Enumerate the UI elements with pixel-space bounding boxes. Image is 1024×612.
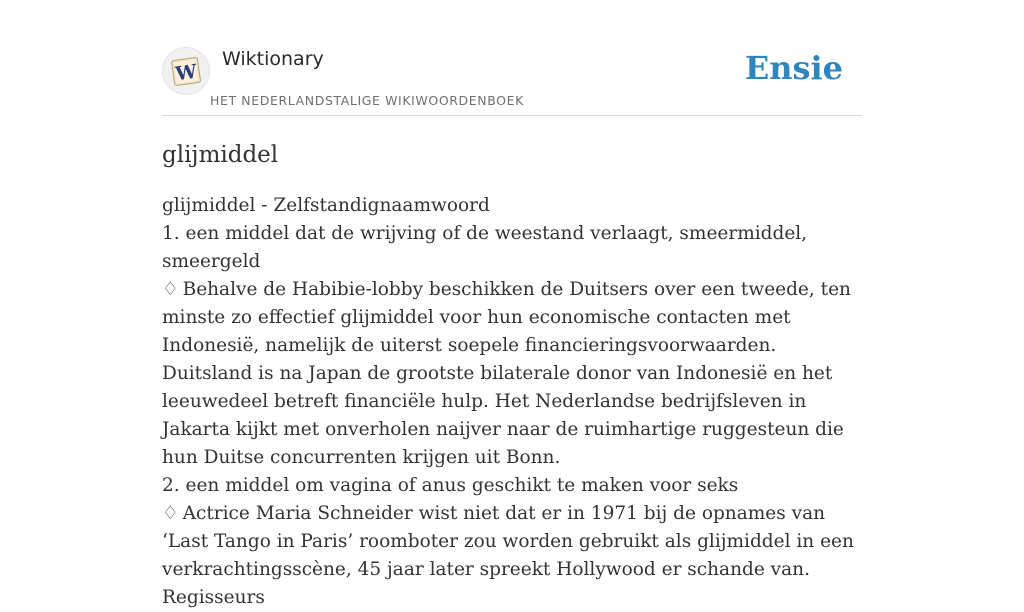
- definition-2: 2. een middel om vagina of anus geschikt te maken voor seks: [162, 475, 739, 496]
- svg-text:W: W: [174, 60, 199, 86]
- site-tagline: HET NEDERLANDSTALIGE WIKIWOORDENBOEK: [210, 93, 524, 108]
- wiktionary-logo-icon[interactable]: [162, 47, 210, 95]
- example-marker-icon: ♢: [162, 503, 179, 524]
- word-type-line: glijmiddel - Zelfstandignaamwoord: [162, 195, 490, 216]
- site-header: [162, 44, 862, 116]
- site-name[interactable]: Wiktionary: [222, 48, 324, 70]
- definition-1: 1. een middel dat de wrijving of de weestand verlaagt, smeermiddel, smeergeld: [162, 223, 808, 272]
- entry-content: [162, 192, 862, 612]
- example-2: [162, 500, 862, 612]
- example-marker-icon: ♢: [162, 279, 179, 300]
- ensie-brand-link[interactable]: Ensie: [744, 49, 843, 87]
- wiktionary-w-icon: [169, 54, 203, 88]
- example-2-text: Actrice Maria Schneider wist niet dat er in 1971 bij de opnames van ‘Last Tango in Paris’ roomboter zou worden gebruikt als glijmiddel in een verkrachtingsscène, 45 jaar later spreekt Hollywood er schande van. Regisseurs: [162, 503, 854, 608]
- page-title: glijmiddel: [162, 142, 279, 168]
- example-1-text: Behalve de Habibie-lobby beschikken de Duitsers over een tweede, ten minste zo effectief glijmiddel voor hun economische contacten met Indonesië, namelijk de uiterst soepele financieringsvoorwaarden. Duitsland is na Japan de grootste bilaterale donor van Indonesië en het leeuwedeel betreft financiële hulp. Het Nederlandse bedrijfsleven in Jakarta kijkt met onverholen naijver naar de ruimhartige ruggesteun die hun Duitse concurrenten krijgen uit Bonn.: [162, 279, 851, 468]
- example-1: [162, 276, 862, 472]
